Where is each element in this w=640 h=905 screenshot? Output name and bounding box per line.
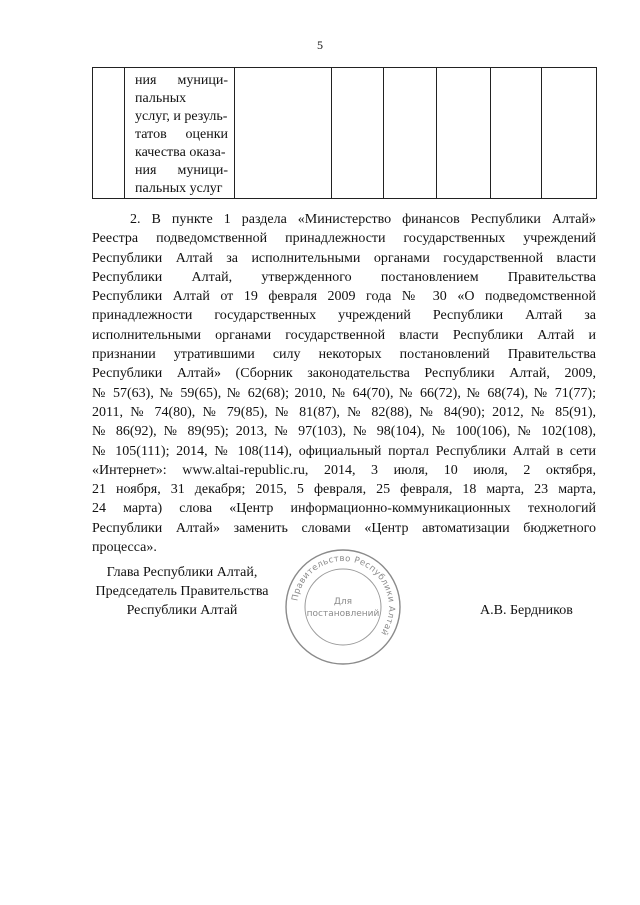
official-stamp [284, 548, 402, 666]
paragraph-line: 21 ноября, 31 декабря; 2015, 5 февраля, 25 февраля, 18 марта, 23 марта, [92, 482, 596, 498]
stamp-outer-ring [286, 550, 400, 664]
paragraph-line: исполнительными органами государственной власти Республики Алтай и [92, 327, 596, 343]
cell-line: татов оценки [135, 127, 228, 142]
amendment-paragraph [92, 210, 596, 557]
paragraph-line: Реестра подведомственной принадлежности государственных учреждений [92, 231, 596, 247]
table-cell-number [93, 68, 125, 199]
table-cell [235, 68, 332, 199]
paragraph-line: Республики Алтай, утвержденного постановлением Правительства [92, 269, 596, 285]
position-line: Республики Алтай [126, 603, 238, 618]
page-number: 5 [317, 38, 323, 52]
paragraph-line: Республики Алтай» заменить словами «Центр автоматизации бюджетного [92, 520, 596, 536]
paragraph-line: Республики Алтай за исполнительными органами государственной власти [92, 250, 596, 266]
paragraph-line: № 86(92), № 89(95); 2013, № 97(103), № 98(104), № 100(106), № 102(108), [92, 424, 596, 440]
stamp-inner-line-2: постановлений [306, 609, 380, 619]
cell-line: ния муници- [135, 73, 228, 88]
cell-line: услуг, и резуль- [135, 109, 228, 124]
signatory-name: А.В. Бердников [480, 603, 573, 618]
table-cell [384, 68, 437, 199]
table-cell [491, 68, 542, 199]
table-cell [332, 68, 384, 199]
stamp-inner-ring [305, 569, 381, 645]
paragraph-line: принадлежности государственных учреждений Республики Алтай за [92, 308, 596, 324]
paragraph-line: № 105(111); 2014, № 108(114), официальный портал Республики Алтай в сети [92, 443, 596, 459]
cell-line: пальных услуг [135, 181, 223, 196]
paragraph-line: Республики Алтай» (Сборник законодательства Республики Алтай, 2009, [92, 366, 596, 382]
cell-line: ния муници- [135, 163, 228, 178]
stamp-inner-line-1: Для [333, 597, 353, 607]
paragraph-line: № 57(63), № 59(65), № 62(68); 2010, № 64(70), № 66(72), № 68(74), № 71(77); [92, 385, 596, 401]
paragraph-line: 2011, № 74(80), № 79(85), № 81(87), № 82(88), № 84(90); 2012, № 85(91), [92, 404, 596, 420]
table-cell [542, 68, 597, 199]
table-row [93, 68, 597, 199]
continuation-table [92, 67, 597, 199]
cell-line: качества оказа- [135, 145, 226, 160]
signatory-position [82, 563, 282, 620]
stamp-ring-text: Правительство Республики Алтай [290, 553, 397, 638]
paragraph-line: процесса». [92, 540, 157, 556]
paragraph-line: Республики Алтай от 19 февраля 2009 года № 30 «О подведомственной [92, 289, 596, 305]
position-line: Председатель Правительства [95, 584, 269, 599]
paragraph-line: признании утратившими силу некоторых постановлений Правительства [92, 347, 596, 363]
table-cell [437, 68, 491, 199]
paragraph-line: 2. В пункте 1 раздела «Министерство финансов Республики Алтай» [130, 212, 596, 227]
paragraph-line: 24 марта) слова «Центр информационно-коммуникационных технологий [92, 501, 596, 517]
cell-line: пальных [135, 91, 187, 106]
position-line: Глава Республики Алтай, [106, 565, 258, 580]
paragraph-line: «Интернет»: www.altai-republic.ru, 2014, 3 июля, 10 июля, 2 октября, [92, 462, 596, 478]
table-cell-indicator [125, 68, 235, 199]
